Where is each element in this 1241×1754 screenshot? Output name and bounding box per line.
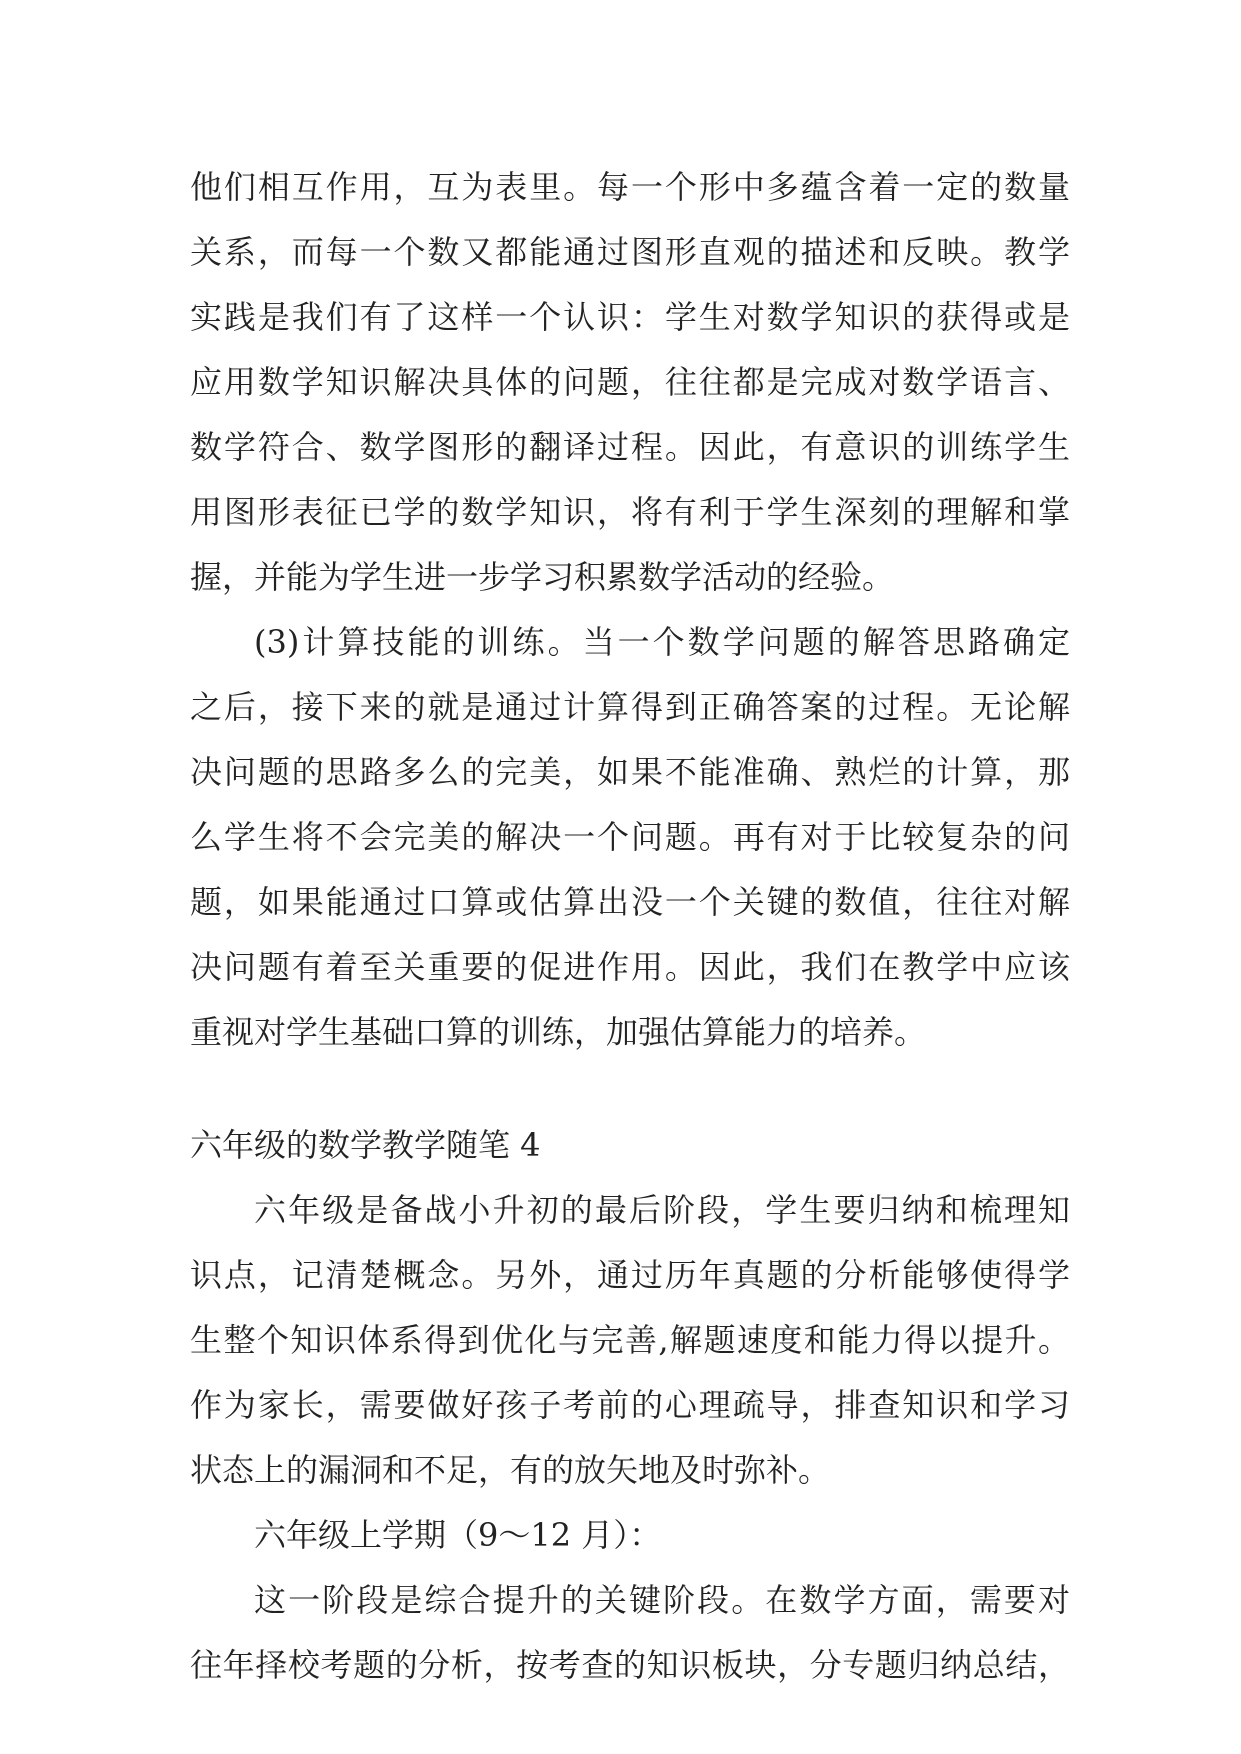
text-line: 作为家长，需要做好孩子考前的心理疏导，排查知识和学习: [190, 1386, 1070, 1424]
text-line: 决问题的思路多么的完美，如果不能准确、熟烂的计算，那: [190, 753, 1070, 791]
text-line: 这一阶段是综合提升的关键阶段。在数学方面，需要对: [254, 1581, 1070, 1619]
text-line: 往年择校考题的分析，按考查的知识板块，分专题归纳总结，: [190, 1646, 1070, 1684]
text-line: 之后，接下来的就是通过计算得到正确答案的过程。无论解: [190, 688, 1070, 726]
text-line: (3)计算技能的训练。当一个数学问题的解答思路确定: [254, 623, 1070, 661]
section-spacer: [190, 1065, 1070, 1113]
text-line: 实践是我们有了这样一个认识：学生对数学知识的获得或是: [190, 298, 1070, 336]
text-line: 状态上的漏洞和不足，有的放矢地及时弥补。: [190, 1451, 831, 1489]
paragraph-1: [190, 155, 1070, 610]
text-line: 决问题有着至关重要的促进作用。因此，我们在教学中应该: [190, 948, 1070, 986]
text-line: 用图形表征已学的数学知识，将有利于学生深刻的理解和掌: [190, 493, 1070, 531]
paragraph-3: [190, 1178, 1070, 1503]
text-line: 生整个知识体系得到优化与完善,解题速度和能力得以提升。: [190, 1321, 1070, 1359]
document-body: [190, 155, 1070, 1698]
text-line: 识点，记清楚概念。另外，通过历年真题的分析能够使得学: [190, 1256, 1070, 1294]
text-line: 他们相互作用，互为表里。每一个形中多蕴含着一定的数量: [190, 168, 1070, 206]
paragraph-2: [190, 610, 1070, 1065]
text-line: 重视对学生基础口算的训练，加强估算能力的培养。: [190, 1013, 927, 1051]
paragraph-5: [190, 1568, 1070, 1698]
paragraph-4: [190, 1503, 1070, 1568]
text-line: 关系，而每一个数又都能通过图形直观的描述和反映。教学: [190, 233, 1070, 271]
text-line: 应用数学知识解决具体的问题，往往都是完成对数学语言、: [190, 363, 1070, 401]
section-heading: 六年级的数学教学随笔 4: [190, 1126, 541, 1164]
text-line: 六年级上学期（9～12 月）：: [254, 1516, 662, 1554]
text-line: 题，如果能通过口算或估算出没一个关键的数值，往往对解: [190, 883, 1070, 921]
text-line: 数学符合、数学图形的翻译过程。因此，有意识的训练学生: [190, 428, 1070, 466]
text-line: 么学生将不会完美的解决一个问题。再有对于比较复杂的问: [190, 818, 1070, 856]
text-line: 握，并能为学生进一步学习积累数学活动的经验。: [190, 558, 895, 596]
text-line: 六年级是备战小升初的最后阶段，学生要归纳和梳理知: [254, 1191, 1070, 1229]
